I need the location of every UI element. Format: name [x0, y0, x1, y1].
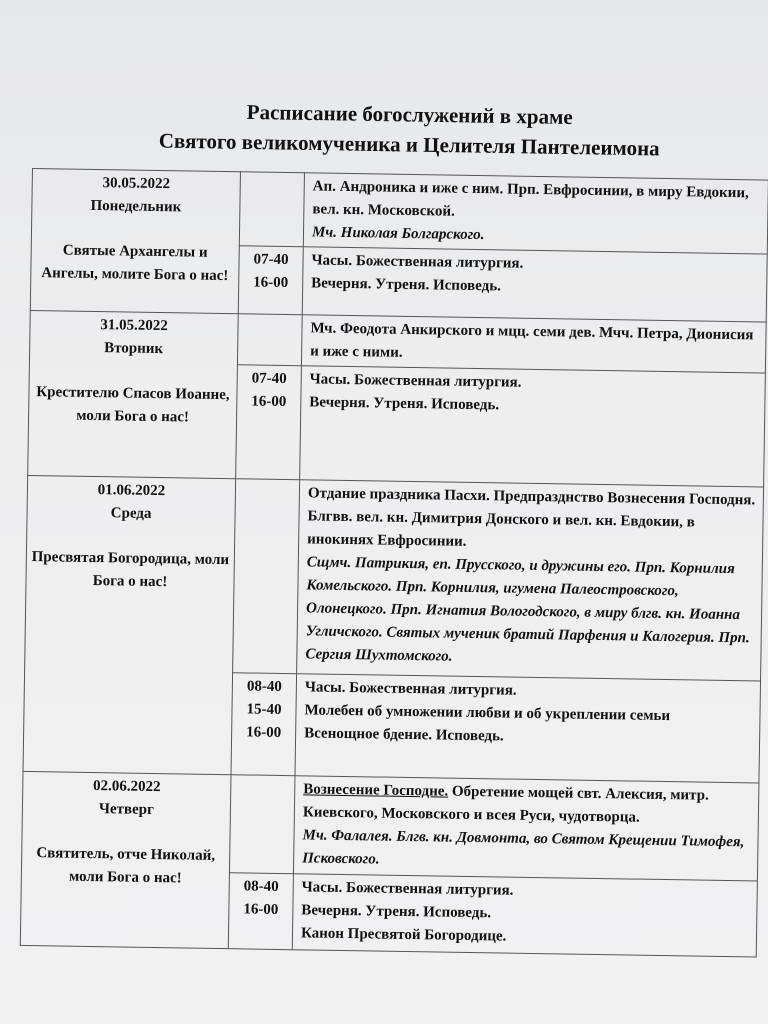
service-times: 08-40 16-00	[243, 878, 279, 918]
time-cell-empty	[239, 172, 304, 247]
feast-cell	[301, 315, 766, 373]
day-cell	[28, 310, 239, 478]
time-cell-empty	[233, 479, 300, 674]
table-row	[25, 475, 764, 681]
day-cell	[30, 169, 240, 314]
services-text: Часы. Божественная литургия. Молебен об умножении любви и об укреплении семьи Всенощное бдение. Исповедь.	[304, 679, 671, 745]
day-date: 02.06.2022	[92, 778, 161, 796]
day-weekday: Четверг	[98, 801, 155, 818]
day-date: 01.06.2022	[97, 482, 166, 500]
services-cell	[300, 366, 766, 487]
service-times: 08-40 15-40 16-00	[246, 678, 283, 741]
day-weekday: Понедельник	[90, 197, 182, 216]
day-cell	[20, 771, 231, 948]
day-prayer: Пресвятая Богородица, моли Бога о нас!	[31, 549, 230, 591]
day-prayer: Святые Архангелы и Ангелы, молите Бога о нас!	[41, 242, 229, 285]
time-cell-empty	[237, 314, 302, 366]
time-cell	[231, 673, 297, 776]
services-text: Часы. Божественная литургия. Вечерня. Утреня. Исповедь.	[311, 252, 524, 295]
feast-cell	[297, 480, 764, 681]
title-line-1: Расписание богослужений в храме	[246, 99, 573, 130]
feast-text: Ап. Андроника и иже с ним. Прп. Евфросинии, в миру Евдокии, вел. кн. Московской.	[312, 178, 749, 220]
feast-text: Мч. Феодота Анкирского и мцц. семи дев. Мчч. Петра, Дионисия и иже с ними.	[310, 320, 754, 361]
page-title	[59, 94, 760, 165]
schedule-table-wrapper	[20, 168, 768, 957]
day-date: 31.05.2022	[100, 317, 168, 335]
day-cell	[23, 475, 236, 774]
services-text: Часы. Божественная литургия. Вечерня. Утреня. Исповедь. Канон Пресвятой Богородице.	[300, 879, 514, 945]
feast-italic-text: Сщмч. Патрикия, еп. Прусского, и дружины его. Прп. Корнилия Комельского. Прп. Корнилия, игумена Палеостровского, Олонецкого. Прп. Игнатия Вологодского, в миру блгв. кн. Иоанна Угличского. Святых мученик братий Парфения и Калогерия. Прп. Сергия Шухтомского.	[305, 554, 750, 665]
schedule-table	[20, 168, 768, 957]
day-prayer: Святитель, отче Николай, моли Бога о нас!	[36, 845, 216, 887]
service-times: 07-40 16-00	[253, 251, 289, 292]
day-date: 30.05.2022	[102, 175, 171, 193]
feast-italic-text: Мч. Фалалея. Блгв. кн. Довмонта, во Святом Крещении Тимофея, Псковского.	[302, 827, 745, 868]
feast-italic-text: Мч. Николая Болгарского.	[311, 224, 485, 244]
feast-text: Отдание праздника Пасхи. Предпразднство Вознесения Господня. Блгвв. вел. кн. Димитрия Донского и вел. кн. Евдокии, в инокинях Евфросинии.	[307, 485, 756, 550]
feast-text: Обретение мощей свт. Алексия, митр. Киевского, Московского и всея Руси, чудотворца.	[302, 783, 709, 826]
table-row	[31, 169, 768, 255]
services-cell	[295, 674, 761, 783]
time-cell	[236, 365, 302, 480]
table-row	[21, 771, 758, 881]
time-cell-empty	[229, 775, 295, 874]
day-weekday: Среда	[110, 505, 152, 522]
title-line-2: Святого великомученика и Целителя Пантелеимона	[158, 128, 660, 161]
feast-cell	[303, 173, 768, 254]
day-prayer: Крестителю Спасов Иоанне, моли Бога о нас!	[36, 384, 230, 426]
table-row	[29, 310, 766, 373]
time-cell	[238, 246, 303, 315]
services-cell	[302, 247, 767, 322]
feast-underlined-text: Вознесение Господне.	[303, 781, 449, 800]
service-times: 07-40 16-00	[251, 370, 287, 411]
time-cell	[228, 873, 293, 950]
services-text: Часы. Божественная литургия. Вечерня. Утреня. Исповедь.	[309, 371, 522, 414]
day-weekday: Вторник	[104, 340, 164, 358]
services-cell	[292, 874, 757, 957]
feast-cell	[293, 776, 758, 881]
